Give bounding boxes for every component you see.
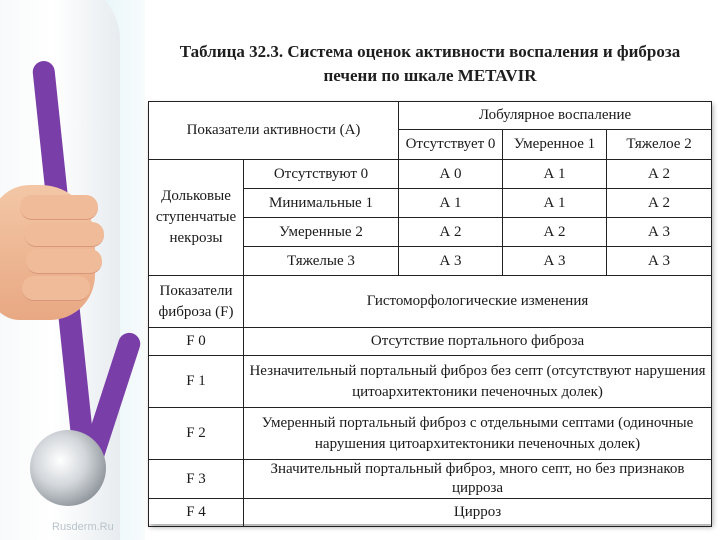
title-line-2: печени по шкале METAVIR [323,66,537,85]
necrosis-row-label: Минимальные 1 [244,189,399,218]
activity-header: Показатели активности (А) [149,102,399,160]
table-cell: А 3 [607,247,712,276]
necrosis-row-label: Умеренные 2 [244,218,399,247]
doctor-stethoscope-photo [0,0,145,540]
lobular-col-1: Умеренное 1 [503,130,607,160]
page-title [150,40,710,88]
table-cell: А 3 [399,247,503,276]
finger [24,222,104,247]
table-cell: А 3 [503,247,607,276]
title-line-1: Таблица 32.3. Система оценок активности воспаления и фиброза [179,42,681,61]
finger [20,195,98,220]
table-cell: А 2 [399,218,503,247]
fibrosis-header: Показатели фиброза (F) [149,276,244,328]
table-cell: А 0 [399,160,503,189]
stethoscope-chest-piece-icon [30,430,106,506]
table-cell: А 1 [503,160,607,189]
necrosis-row-label: Тяжелые 3 [244,247,399,276]
watermark: Rusderm.Ru [52,521,114,533]
lobular-col-0: Отсутствует 0 [399,130,503,160]
fibrosis-description: Значительный портальный фиброз, много септ, но без признаков цирроза [244,460,712,499]
necrosis-row-label: Отсутствуют 0 [244,160,399,189]
histo-header: Гистоморфологические изменения [244,276,712,328]
fibrosis-grade: F 0 [149,328,244,356]
table-cell: А 2 [607,160,712,189]
table-cell: А 2 [503,218,607,247]
table-cell: А 1 [503,189,607,218]
fibrosis-description: Незначительный портальный фиброз без септ (отсутствуют нарушения цитоархитектоники печеночных долек) [244,356,712,408]
fibrosis-grade: F 2 [149,408,244,460]
necrosis-label: Дольковые ступенчатые некрозы [149,160,244,276]
fibrosis-grade: F 3 [149,460,244,499]
fibrosis-description: Отсутствие портального фиброза [244,328,712,356]
lobular-col-2: Тяжелое 2 [607,130,712,160]
table-cell: А 3 [607,218,712,247]
fibrosis-description: Умеренный портальный фиброз с отдельными септами (одиночные нарушения цитоархитектоники печеночных долек) [244,408,712,460]
fibrosis-description: Цирроз [244,499,712,527]
finger [22,276,90,301]
table-cell: А 1 [399,189,503,218]
fibrosis-grade: F 1 [149,356,244,408]
finger [26,249,102,274]
metavir-table-container [148,101,711,524]
lobular-header: Лобулярное воспаление [399,102,712,130]
metavir-table [148,101,712,527]
table-cell: А 2 [607,189,712,218]
fibrosis-grade: F 4 [149,499,244,527]
